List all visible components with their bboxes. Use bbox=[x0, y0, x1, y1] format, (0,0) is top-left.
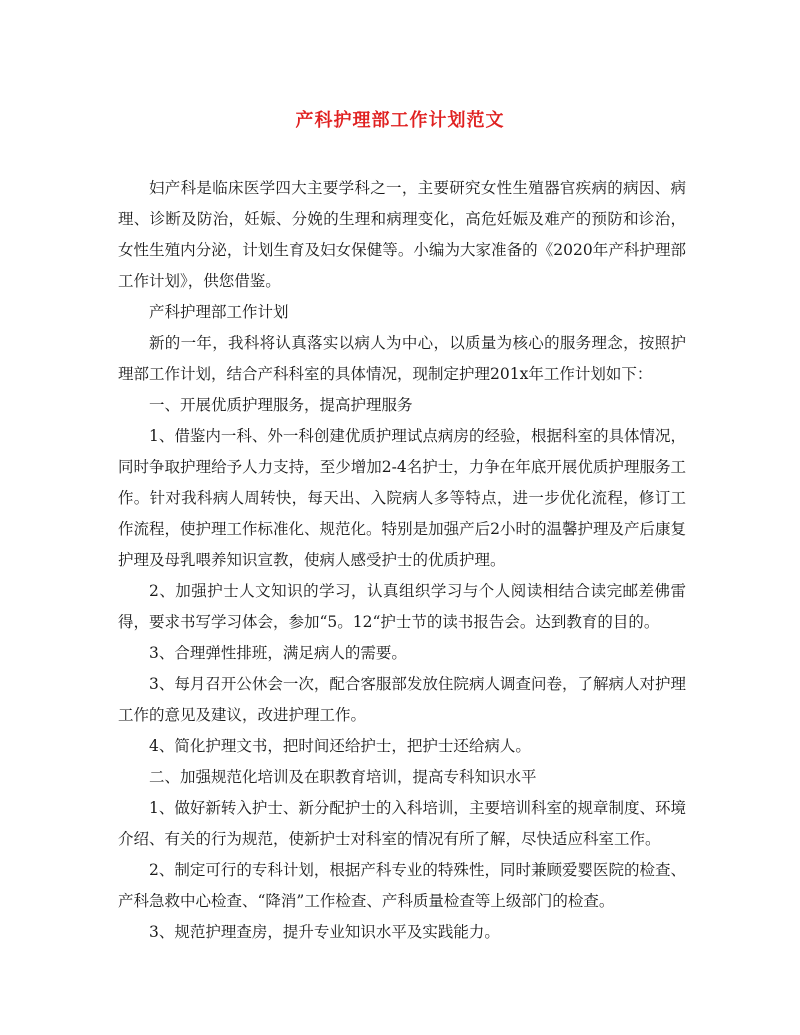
paragraph-item: 3、规范护理查房，提升专业知识水平及实践能力。 bbox=[149, 923, 500, 941]
document-title: 产科护理部工作计划范文 bbox=[295, 110, 505, 131]
document-body bbox=[118, 173, 686, 948]
paragraph-item: 2、加强护士人文知识的学习，认真组织学习与个人阅读相结合读完邮差佛雷得，要求书写学习体会，参加“5。12“护士节的读书报告会。达到教育的目的。 bbox=[118, 582, 686, 631]
paragraph-item: 1、做好新转入护士、新分配护士的入科培训，主要培训科室的规章制度、环境介绍、有关的行为规范，使新护士对科室的情况有所了解，尽快适应科室工作。 bbox=[118, 799, 686, 848]
paragraph-subtitle: 产科护理部工作计划 bbox=[149, 303, 289, 321]
paragraph-item: 3、每月召开公休会一次，配合客服部发放住院病人调查问卷，了解病人对护理工作的意见及建议，改进护理工作。 bbox=[118, 675, 686, 724]
paragraph-intro: 妇产科是临床医学四大主要学科之一，主要研究女性生殖器官疾病的病因、病理、诊断及防治，妊娠、分娩的生理和病理变化，高危妊娠及难产的预防和诊治，女性生殖内分泌，计划生育及妇女保健等。小编为大家准备的《2020年产科护理部工作计划》，供您借鉴。 bbox=[118, 179, 686, 290]
paragraph-item: 3、合理弹性排班，满足病人的需要。 bbox=[149, 644, 407, 662]
paragraph-item: 2、制定可行的专科计划，根据产科专业的特殊性，同时兼顾爱婴医院的检查、产科急救中心检查、“降消”工作检查、产科质量检查等上级部门的检查。 bbox=[118, 861, 686, 910]
paragraph-item: 4、简化护理文书，把时间还给护士，把护士还给病人。 bbox=[149, 737, 531, 755]
section-heading-2: 二、加强规范化培训及在职教育培训，提高专科知识水平 bbox=[149, 768, 537, 786]
paragraph-item: 1、借鉴内一科、外一科创建优质护理试点病房的经验，根据科室的具体情况，同时争取护理给予人力支持，至少增加2-4名护士，力争在年底开展优质护理服务工作。针对我科病人周转快，每天出、入院病人多等特点，进一步优化流程，修订工作流程，使护理工作标准化、规范化。特别是加强产后2小时的温馨护理及产后康复护理及母乳喂养知识宣教，使病人感受护士的优质护理。 bbox=[118, 427, 686, 569]
paragraph-overview: 新的一年，我科将认真落实以病人为中心，以质量为核心的服务理念，按照护理部工作计划，结合产科科室的具体情况，现制定护理201x年工作计划如下： bbox=[118, 334, 686, 383]
section-heading-1: 一、开展优质护理服务，提高护理服务 bbox=[149, 396, 413, 414]
